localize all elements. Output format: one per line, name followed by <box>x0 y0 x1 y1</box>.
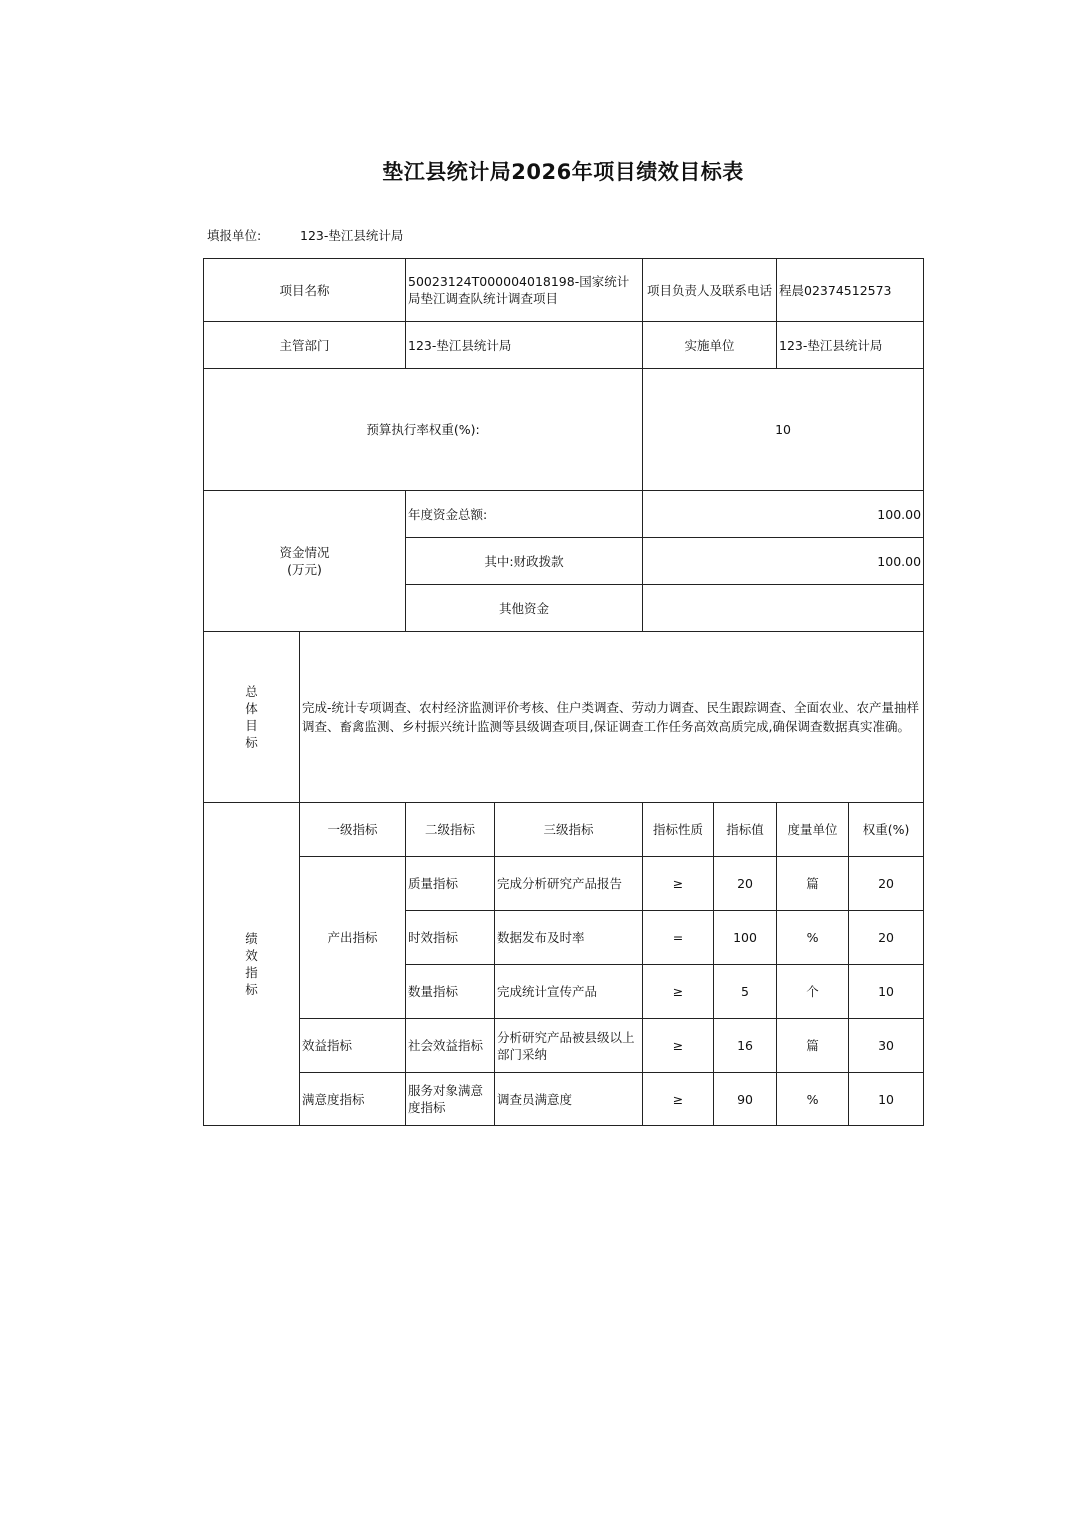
table-row <box>204 857 924 911</box>
funds-label-line2: (万元) <box>287 562 322 577</box>
row-nature: ≥ <box>643 1019 714 1073</box>
row-level1: 效益指标 <box>300 1019 406 1073</box>
dept-value: 123-垫江县统计局 <box>406 322 643 369</box>
row-weight: 20 <box>849 911 924 965</box>
row-unit: 个 <box>777 965 849 1019</box>
row-level3: 数据发布及时率 <box>495 911 643 965</box>
contact-value: 程晨02374512573 <box>777 259 924 322</box>
dept-label: 主管部门 <box>204 322 406 369</box>
row-level3: 调查员满意度 <box>495 1073 643 1126</box>
annual-total-value: 100.00 <box>643 491 924 538</box>
overall-goal-text: 完成-统计专项调查、农村经济监测评价考核、住户类调查、劳动力调查、民生跟踪调查、全面农业、农产量抽样调查、畜禽监测、乡村振兴统计监测等县级调查项目,保证调查工作任务高效高质完成,确保调查数据真实准确。 <box>300 632 924 803</box>
table-row <box>204 1019 924 1073</box>
fiscal-grant-label: 其中:财政拨款 <box>406 538 643 585</box>
performance-target-table <box>203 258 924 1126</box>
row-weight: 10 <box>849 965 924 1019</box>
header-nature: 指标性质 <box>643 803 714 857</box>
header-weight: 权重(%) <box>849 803 924 857</box>
row-level3: 完成分析研究产品报告 <box>495 857 643 911</box>
row-nature: ≥ <box>643 857 714 911</box>
filler-unit-value: 123-垫江县统计局 <box>300 228 404 243</box>
budget-weight-label: 预算执行率权重(%): <box>204 369 643 491</box>
header-level1: 一级指标 <box>300 803 406 857</box>
row-value: 5 <box>714 965 777 1019</box>
header-unit: 度量单位 <box>777 803 849 857</box>
header-level3: 三级指标 <box>495 803 643 857</box>
funds-label-line1: 资金情况 <box>279 545 330 560</box>
row-level2: 时效指标 <box>406 911 495 965</box>
row-unit: % <box>777 911 849 965</box>
project-name-value: 50023124T000004018198-国家统计局垫江调查队统计调查项目 <box>406 259 643 322</box>
perf-indicator-label: 绩 效 指 标 <box>204 803 300 1126</box>
row-unit: 篇 <box>777 1019 849 1073</box>
funds-label <box>204 491 406 632</box>
row-level2: 质量指标 <box>406 857 495 911</box>
overall-goal-label: 总 体 目 标 <box>204 632 300 803</box>
filler-unit-line <box>207 226 403 244</box>
row-unit: 篇 <box>777 857 849 911</box>
row-level2: 数量指标 <box>406 965 495 1019</box>
row-value: 90 <box>714 1073 777 1126</box>
project-name-label: 项目名称 <box>204 259 406 322</box>
row-value: 16 <box>714 1019 777 1073</box>
row-level2: 社会效益指标 <box>406 1019 495 1073</box>
impl-unit-label: 实施单位 <box>643 322 777 369</box>
page-title: 垫江县统计局2026年项目绩效目标表 <box>382 160 744 184</box>
annual-total-label: 年度资金总额: <box>406 491 643 538</box>
row-weight: 20 <box>849 857 924 911</box>
row-weight: 10 <box>849 1073 924 1126</box>
header-value: 指标值 <box>714 803 777 857</box>
row-nature: = <box>643 911 714 965</box>
filler-unit-label: 填报单位: <box>207 228 262 243</box>
row-value: 20 <box>714 857 777 911</box>
row-value: 100 <box>714 911 777 965</box>
row-unit: % <box>777 1073 849 1126</box>
row-level3: 分析研究产品被县级以上部门采纳 <box>495 1019 643 1073</box>
row-level2: 服务对象满意度指标 <box>406 1073 495 1126</box>
row-nature: ≥ <box>643 1073 714 1126</box>
row-level3: 完成统计宣传产品 <box>495 965 643 1019</box>
contact-label: 项目负责人及联系电话 <box>643 259 777 322</box>
fiscal-grant-value: 100.00 <box>643 538 924 585</box>
row-weight: 30 <box>849 1019 924 1073</box>
table-row <box>204 1073 924 1126</box>
other-funds-value <box>643 585 924 632</box>
budget-weight-value: 10 <box>643 369 924 491</box>
output-indicator-label: 产出指标 <box>300 857 406 1019</box>
other-funds-label: 其他资金 <box>406 585 643 632</box>
row-level1: 满意度指标 <box>300 1073 406 1126</box>
impl-unit-value: 123-垫江县统计局 <box>777 322 924 369</box>
header-level2: 二级指标 <box>406 803 495 857</box>
row-nature: ≥ <box>643 965 714 1019</box>
